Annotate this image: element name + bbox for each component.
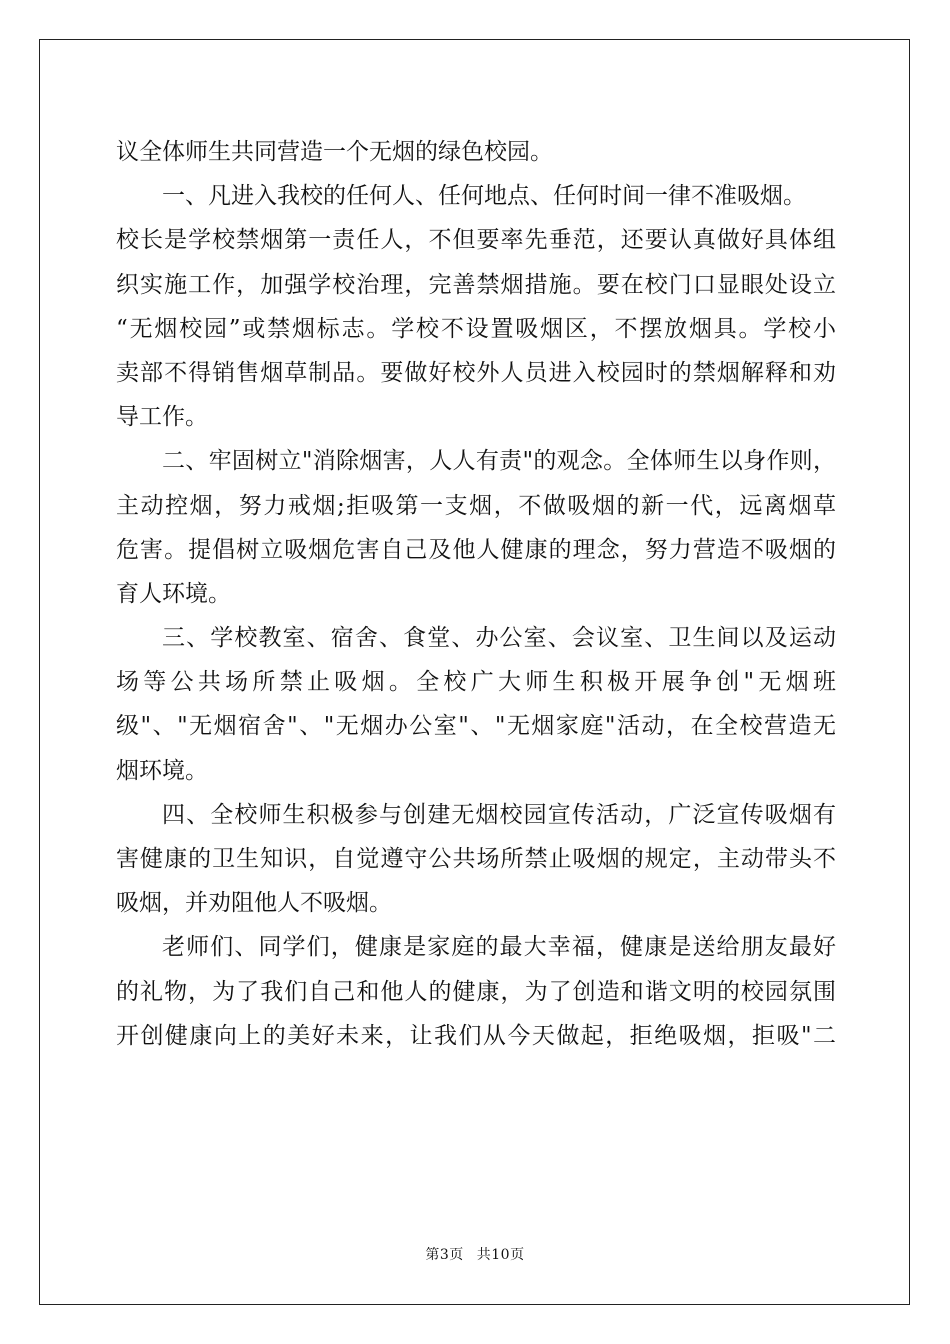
page-footer — [0, 1244, 950, 1264]
text-line: 级"、"无烟宿舍"、"无烟办公室"、"无烟家庭"活动，在全校营造无 — [116, 713, 836, 740]
text-line: 三、学校教室、宿舍、食堂、办公室、会议室、卫生间以及运动 — [162, 625, 836, 652]
total-pages-label: 共10页 — [476, 1247, 525, 1263]
text-line: 烟环境。 — [116, 757, 208, 784]
text-line: 二、牢固树立"消除烟害，人人有责"的观念。全体师生以身作则， — [162, 448, 836, 475]
text-line: 议全体师生共同营造一个无烟的绿色校园。 — [116, 139, 553, 165]
text-line: 主动控烟，努力戒烟;拒吸第一支烟，不做吸烟的新一代，远离烟草 — [116, 492, 836, 519]
text-line: 育人环境。 — [116, 580, 231, 607]
text-line: 场等公共场所禁止吸烟。全校广大师生积极开展争创"无烟班 — [116, 669, 836, 696]
document-body — [116, 130, 836, 1058]
text-line: 危害。提倡树立吸烟危害自己及他人健康的理念，努力营造不吸烟的 — [116, 536, 836, 563]
text-line: 导工作。 — [116, 404, 208, 431]
text-line: 害健康的卫生知识，自觉遵守公共场所禁止吸烟的规定，主动带头不 — [116, 846, 836, 872]
text-line: “无烟校园”或禁烟标志。学校不设置吸烟区，不摆放烟具。学校小 — [116, 315, 836, 342]
text-line: 织实施工作，加强学校治理，完善禁烟措施。要在校门口显眼处设立 — [116, 271, 836, 298]
text-line: 吸烟，并劝阻他人不吸烟。 — [116, 890, 392, 917]
text-line: 的礼物，为了我们自己和他人的健康，为了创造和谐文明的校园氛围 — [116, 978, 836, 1005]
text-line: 一、凡进入我校的任何人、任何地点、任何时间一律不准吸烟。 — [162, 183, 806, 210]
current-page-label: 第3页 — [425, 1247, 464, 1263]
text-line: 老师们、同学们，健康是家庭的最大幸福，健康是送给朋友最好 — [162, 934, 836, 961]
text-line: 卖部不得销售烟草制品。要做好校外人员进入校园时的禁烟解释和劝 — [116, 359, 836, 386]
text-line: 开创健康向上的美好未来，让我们从今天做起，拒绝吸烟，拒吸"二 — [116, 1022, 836, 1049]
text-line: 校长是学校禁烟第一责任人，不但要率先垂范，还要认真做好具体组 — [116, 227, 836, 254]
text-line: 四、全校师生积极参与创建无烟校园宣传活动，广泛宣传吸烟有 — [162, 801, 836, 828]
